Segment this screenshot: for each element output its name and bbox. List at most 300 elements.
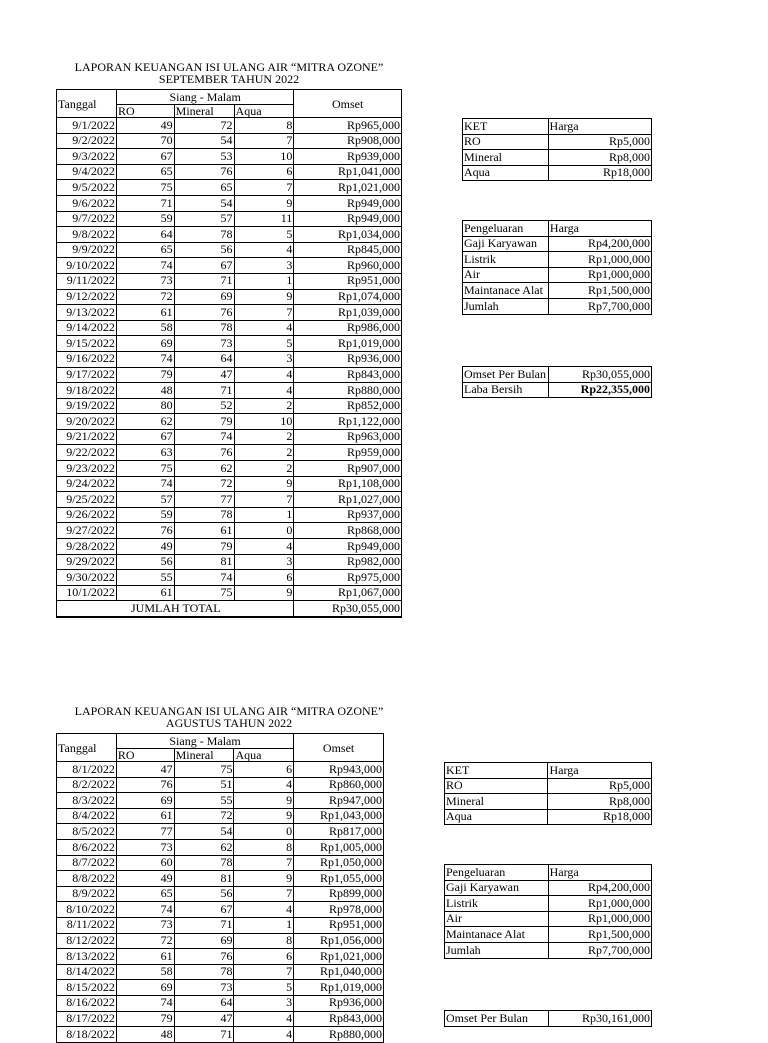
price-item: Mineral	[463, 150, 549, 166]
cell-aqua: 9	[234, 793, 294, 809]
cell-mineral: 65	[174, 180, 234, 196]
cell-aqua: 0	[234, 824, 294, 840]
cell-aqua: 5	[234, 227, 294, 243]
cell-omset: Rp1,041,000	[294, 164, 402, 180]
cell-date: 8/18/2022	[57, 1027, 117, 1043]
cell-date: 9/18/2022	[57, 383, 117, 399]
expense-item: Maintanace Alat	[445, 927, 549, 943]
cell-date: 8/6/2022	[57, 839, 117, 855]
cell-date: 9/11/2022	[57, 273, 117, 289]
table-row	[57, 777, 384, 793]
cell-date: 8/10/2022	[57, 902, 117, 918]
cell-date: 9/29/2022	[57, 554, 117, 570]
cell-mineral: 71	[174, 273, 234, 289]
cell-ro: 58	[116, 964, 174, 980]
cell-ro: 79	[116, 367, 174, 383]
table-row	[57, 871, 384, 887]
cell-ro: 62	[116, 414, 174, 430]
cell-date: 9/17/2022	[57, 367, 117, 383]
cell-omset: Rp880,000	[294, 1027, 384, 1043]
expense-item: Listrik	[445, 896, 549, 912]
cell-omset: Rp1,067,000	[294, 585, 402, 601]
price-header-harga: Harga	[548, 119, 651, 135]
cell-date: 9/13/2022	[57, 305, 117, 321]
cell-omset: Rp817,000	[294, 824, 384, 840]
cell-mineral: 64	[174, 351, 234, 367]
cell-omset: Rp949,000	[294, 539, 402, 555]
expense-header: Pengeluaran	[445, 865, 549, 881]
cell-aqua: 7	[234, 305, 294, 321]
cell-omset: Rp868,000	[294, 523, 402, 539]
cell-date: 8/4/2022	[57, 808, 117, 824]
daily-sales-table	[56, 89, 402, 618]
expense-value: Rp1,000,000	[548, 911, 651, 927]
cell-mineral: 51	[174, 777, 234, 793]
cell-date: 9/8/2022	[57, 227, 117, 243]
cell-omset: Rp880,000	[294, 383, 402, 399]
cell-date: 8/15/2022	[57, 980, 117, 996]
table-row	[57, 133, 402, 149]
expense-value: Rp1,000,000	[548, 267, 651, 283]
expense-header-harga: Harga	[548, 865, 651, 881]
omset-label: Omset Per Bulan	[463, 367, 549, 383]
cell-mineral: 47	[174, 1011, 234, 1027]
cell-aqua: 3	[234, 995, 294, 1011]
price-value: Rp5,000	[548, 134, 651, 150]
cell-ro: 55	[116, 570, 174, 586]
table-row	[57, 242, 402, 258]
cell-omset: Rp1,021,000	[294, 180, 402, 196]
cell-aqua: 4	[234, 367, 294, 383]
cell-ro: 74	[116, 995, 174, 1011]
cell-aqua: 9	[234, 289, 294, 305]
cell-omset: Rp949,000	[294, 195, 402, 211]
cell-ro: 69	[116, 793, 174, 809]
table-row	[57, 289, 402, 305]
cell-ro: 74	[116, 258, 174, 274]
cell-aqua: 7	[234, 886, 294, 902]
cell-aqua: 6	[234, 762, 294, 778]
cell-mineral: 69	[174, 933, 234, 949]
table-row	[57, 180, 402, 196]
price-header-harga: Harga	[548, 763, 652, 779]
header-ro: RO	[116, 105, 174, 118]
laba-label: Laba Bersih	[463, 382, 549, 398]
cell-omset: Rp951,000	[294, 917, 384, 933]
cell-ro: 58	[116, 320, 174, 336]
cell-ro: 67	[116, 149, 174, 165]
cell-date: 9/9/2022	[57, 242, 117, 258]
cell-omset: Rp1,074,000	[294, 289, 402, 305]
cell-aqua: 10	[234, 149, 294, 165]
cell-date: 9/3/2022	[57, 149, 117, 165]
cell-date: 9/21/2022	[57, 429, 117, 445]
expense-header-harga: Harga	[548, 221, 651, 237]
header-omset: Omset	[294, 734, 384, 762]
cell-aqua: 7	[234, 855, 294, 871]
cell-date: 8/1/2022	[57, 762, 117, 778]
cell-mineral: 78	[174, 320, 234, 336]
cell-mineral: 62	[174, 839, 234, 855]
cell-ro: 73	[116, 273, 174, 289]
cell-aqua: 4	[234, 902, 294, 918]
cell-ro: 77	[116, 824, 174, 840]
price-item: Aqua	[445, 809, 548, 825]
cell-date: 9/16/2022	[57, 351, 117, 367]
cell-omset: Rp960,000	[294, 258, 402, 274]
cell-mineral: 64	[174, 995, 234, 1011]
price-value: Rp18,000	[548, 165, 651, 181]
table-row	[57, 585, 402, 601]
cell-ro: 71	[116, 195, 174, 211]
cell-date: 9/27/2022	[57, 523, 117, 539]
cell-omset: Rp899,000	[294, 886, 384, 902]
cell-omset: Rp1,039,000	[294, 305, 402, 321]
cell-aqua: 11	[234, 211, 294, 227]
price-header-ket: KET	[445, 763, 548, 779]
cell-ro: 49	[116, 539, 174, 555]
cell-ro: 69	[116, 980, 174, 996]
table-row	[57, 539, 402, 555]
cell-mineral: 76	[174, 949, 234, 965]
cell-aqua: 7	[234, 492, 294, 508]
price-value: Rp18,000	[548, 809, 652, 825]
cell-ro: 61	[116, 305, 174, 321]
cell-omset: Rp1,027,000	[294, 492, 402, 508]
cell-omset: Rp963,000	[294, 429, 402, 445]
table-row	[57, 211, 402, 227]
price-item: Mineral	[445, 794, 548, 810]
table-row	[57, 507, 402, 523]
cell-mineral: 56	[174, 886, 234, 902]
laba-value: Rp22,355,000	[548, 382, 651, 398]
cell-date: 9/22/2022	[57, 445, 117, 461]
cell-omset: Rp936,000	[294, 351, 402, 367]
cell-aqua: 9	[234, 195, 294, 211]
cell-mineral: 76	[174, 164, 234, 180]
cell-mineral: 81	[174, 871, 234, 887]
cell-aqua: 6	[234, 164, 294, 180]
cell-omset: Rp937,000	[294, 507, 402, 523]
table-row	[57, 320, 402, 336]
cell-aqua: 6	[234, 570, 294, 586]
expense-value: Rp7,700,000	[548, 942, 651, 958]
cell-ro: 74	[116, 351, 174, 367]
cell-date: 8/2/2022	[57, 777, 117, 793]
header-aqua: Aqua	[234, 749, 294, 762]
cell-date: 8/7/2022	[57, 855, 117, 871]
omset-label: Omset Per Bulan	[445, 1011, 549, 1027]
cell-aqua: 1	[234, 273, 294, 289]
cell-date: 9/24/2022	[57, 476, 117, 492]
cell-date: 9/12/2022	[57, 289, 117, 305]
table-row	[57, 839, 384, 855]
cell-aqua: 2	[234, 461, 294, 477]
cell-omset: Rp843,000	[294, 1011, 384, 1027]
cell-omset: Rp951,000	[294, 273, 402, 289]
expense-value: Rp4,200,000	[548, 236, 651, 252]
expense-item: Air	[463, 267, 549, 283]
header-date: Tanggal	[57, 734, 117, 762]
cell-aqua: 7	[234, 180, 294, 196]
header-aqua: Aqua	[234, 105, 294, 118]
table-row	[57, 258, 402, 274]
cell-mineral: 55	[174, 793, 234, 809]
cell-omset: Rp1,108,000	[294, 476, 402, 492]
cell-mineral: 71	[174, 1027, 234, 1043]
report-title: LAPORAN KEUANGAN ISI ULANG AIR “MITRA OZONE”	[74, 60, 384, 74]
cell-ro: 72	[116, 289, 174, 305]
price-item: RO	[463, 134, 549, 150]
table-row	[57, 933, 384, 949]
cell-mineral: 47	[174, 367, 234, 383]
cell-mineral: 81	[174, 554, 234, 570]
cell-date: 9/23/2022	[57, 461, 117, 477]
cell-ro: 59	[116, 211, 174, 227]
total-value: Rp30,055,000	[294, 601, 402, 617]
table-row	[57, 461, 402, 477]
cell-aqua: 10	[234, 414, 294, 430]
cell-omset: Rp943,000	[294, 762, 384, 778]
cell-mineral: 57	[174, 211, 234, 227]
cell-ro: 61	[116, 585, 174, 601]
cell-mineral: 67	[174, 902, 234, 918]
cell-mineral: 79	[174, 414, 234, 430]
cell-aqua: 8	[234, 839, 294, 855]
cell-ro: 65	[116, 164, 174, 180]
expense-value: Rp7,700,000	[548, 298, 651, 314]
cell-aqua: 3	[234, 554, 294, 570]
cell-aqua: 4	[234, 383, 294, 399]
omset-value: Rp30,161,000	[548, 1011, 651, 1027]
cell-ro: 61	[116, 808, 174, 824]
cell-aqua: 4	[234, 539, 294, 555]
cell-date: 8/8/2022	[57, 871, 117, 887]
table-row	[57, 917, 384, 933]
expense-item: Gaji Karyawan	[463, 236, 549, 252]
cell-mineral: 54	[174, 824, 234, 840]
table-row	[57, 824, 384, 840]
header-mineral: Mineral	[174, 105, 234, 118]
cell-date: 8/17/2022	[57, 1011, 117, 1027]
header-ro: RO	[116, 749, 174, 762]
table-row	[57, 398, 402, 414]
cell-ro: 75	[116, 180, 174, 196]
table-row	[57, 367, 402, 383]
cell-aqua: 8	[234, 933, 294, 949]
cell-omset: Rp978,000	[294, 902, 384, 918]
cell-omset: Rp852,000	[294, 398, 402, 414]
cell-date: 8/14/2022	[57, 964, 117, 980]
cell-omset: Rp975,000	[294, 570, 402, 586]
cell-ro: 75	[116, 461, 174, 477]
cell-aqua: 4	[234, 777, 294, 793]
expense-table	[462, 220, 652, 315]
header-date: Tanggal	[57, 90, 117, 118]
cell-aqua: 6	[234, 949, 294, 965]
cell-ro: 73	[116, 839, 174, 855]
cell-ro: 47	[116, 762, 174, 778]
cell-date: 9/1/2022	[57, 118, 117, 134]
cell-mineral: 53	[174, 149, 234, 165]
cell-mineral: 61	[174, 523, 234, 539]
cell-ro: 76	[116, 523, 174, 539]
cell-ro: 49	[116, 118, 174, 134]
cell-mineral: 69	[174, 289, 234, 305]
summary-table	[462, 366, 652, 398]
cell-date: 9/30/2022	[57, 570, 117, 586]
expense-item: Air	[445, 911, 549, 927]
cell-ro: 63	[116, 445, 174, 461]
cell-mineral: 73	[174, 336, 234, 352]
cell-ro: 65	[116, 242, 174, 258]
price-table	[444, 762, 652, 825]
table-row	[57, 554, 402, 570]
cell-date: 9/26/2022	[57, 507, 117, 523]
cell-aqua: 2	[234, 445, 294, 461]
cell-omset: Rp1,019,000	[294, 336, 402, 352]
expense-value: Rp1,500,000	[548, 927, 651, 943]
table-row	[57, 227, 402, 243]
cell-omset: Rp1,043,000	[294, 808, 384, 824]
cell-aqua: 1	[234, 917, 294, 933]
cell-aqua: 4	[234, 242, 294, 258]
table-row	[57, 429, 402, 445]
report-title: LAPORAN KEUANGAN ISI ULANG AIR “MITRA OZONE”	[74, 704, 384, 718]
cell-omset: Rp1,040,000	[294, 964, 384, 980]
table-row	[57, 964, 384, 980]
cell-mineral: 76	[174, 445, 234, 461]
cell-date: 9/7/2022	[57, 211, 117, 227]
cell-aqua: 3	[234, 351, 294, 367]
cell-ro: 64	[116, 227, 174, 243]
cell-date: 9/19/2022	[57, 398, 117, 414]
price-item: Aqua	[463, 165, 549, 181]
expense-value: Rp1,500,000	[548, 283, 651, 299]
expense-table	[444, 864, 652, 959]
cell-ro: 67	[116, 429, 174, 445]
table-row	[57, 808, 384, 824]
expense-value: Rp1,000,000	[548, 896, 651, 912]
table-row	[57, 762, 384, 778]
cell-mineral: 62	[174, 461, 234, 477]
price-table	[462, 118, 652, 181]
cell-omset: Rp908,000	[294, 133, 402, 149]
cell-ro: 48	[116, 1027, 174, 1043]
cell-omset: Rp1,056,000	[294, 933, 384, 949]
cell-aqua: 2	[234, 429, 294, 445]
table-row	[57, 118, 402, 134]
table-row	[57, 855, 384, 871]
cell-omset: Rp843,000	[294, 367, 402, 383]
cell-aqua: 4	[234, 320, 294, 336]
table-row	[57, 164, 402, 180]
cell-mineral: 79	[174, 539, 234, 555]
header-omset: Omset	[294, 90, 402, 118]
cell-omset: Rp965,000	[294, 118, 402, 134]
cell-ro: 76	[116, 777, 174, 793]
table-row	[57, 476, 402, 492]
daily-sales-table	[56, 733, 384, 1043]
header-group: Siang - Malam	[116, 90, 293, 105]
price-value: Rp8,000	[548, 794, 652, 810]
cell-aqua: 4	[234, 1027, 294, 1043]
table-row	[57, 523, 402, 539]
cell-ro: 57	[116, 492, 174, 508]
cell-mineral: 72	[174, 118, 234, 134]
cell-date: 8/9/2022	[57, 886, 117, 902]
table-row	[57, 445, 402, 461]
cell-mineral: 75	[174, 762, 234, 778]
cell-omset: Rp947,000	[294, 793, 384, 809]
cell-omset: Rp1,122,000	[294, 414, 402, 430]
expense-item: Listrik	[463, 252, 549, 268]
cell-mineral: 72	[174, 476, 234, 492]
table-row	[57, 492, 402, 508]
cell-mineral: 77	[174, 492, 234, 508]
cell-omset: Rp949,000	[294, 211, 402, 227]
cell-mineral: 76	[174, 305, 234, 321]
table-row	[57, 570, 402, 586]
cell-mineral: 74	[174, 429, 234, 445]
cell-mineral: 54	[174, 133, 234, 149]
table-body	[57, 762, 384, 1043]
cell-ro: 74	[116, 476, 174, 492]
expense-item: Gaji Karyawan	[445, 880, 549, 896]
cell-aqua: 5	[234, 336, 294, 352]
expense-item: Jumlah	[463, 298, 549, 314]
cell-ro: 61	[116, 949, 174, 965]
cell-ro: 56	[116, 554, 174, 570]
cell-ro: 80	[116, 398, 174, 414]
table-row	[57, 1011, 384, 1027]
cell-date: 9/20/2022	[57, 414, 117, 430]
table-row	[57, 995, 384, 1011]
cell-aqua: 8	[234, 118, 294, 134]
header-group: Siang - Malam	[116, 734, 293, 749]
cell-omset: Rp982,000	[294, 554, 402, 570]
cell-date: 8/13/2022	[57, 949, 117, 965]
cell-aqua: 5	[234, 980, 294, 996]
cell-date: 9/25/2022	[57, 492, 117, 508]
table-row	[57, 383, 402, 399]
cell-ro: 60	[116, 855, 174, 871]
cell-aqua: 9	[234, 808, 294, 824]
cell-aqua: 9	[234, 871, 294, 887]
cell-omset: Rp1,019,000	[294, 980, 384, 996]
table-row	[57, 1027, 384, 1043]
cell-omset: Rp907,000	[294, 461, 402, 477]
cell-mineral: 73	[174, 980, 234, 996]
cell-mineral: 56	[174, 242, 234, 258]
cell-date: 8/12/2022	[57, 933, 117, 949]
expense-item: Jumlah	[445, 942, 549, 958]
cell-ro: 72	[116, 933, 174, 949]
cell-date: 8/5/2022	[57, 824, 117, 840]
cell-mineral: 74	[174, 570, 234, 586]
cell-aqua: 4	[234, 1011, 294, 1027]
cell-ro: 74	[116, 902, 174, 918]
cell-ro: 73	[116, 917, 174, 933]
cell-ro: 59	[116, 507, 174, 523]
table-row	[57, 273, 402, 289]
cell-mineral: 54	[174, 195, 234, 211]
cell-omset: Rp845,000	[294, 242, 402, 258]
cell-aqua: 1	[234, 507, 294, 523]
cell-omset: Rp1,021,000	[294, 949, 384, 965]
table-row	[57, 149, 402, 165]
cell-omset: Rp959,000	[294, 445, 402, 461]
